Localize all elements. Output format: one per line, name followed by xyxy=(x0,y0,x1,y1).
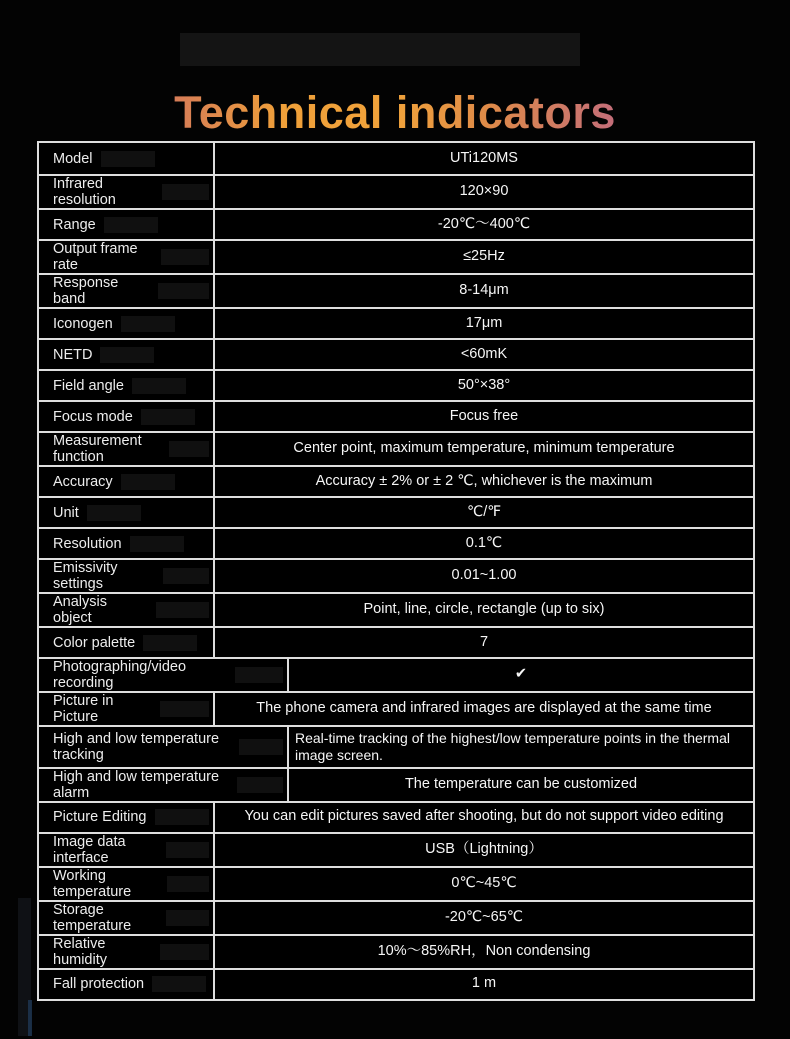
table-row xyxy=(39,801,753,832)
spec-label xyxy=(39,309,215,338)
spec-value: Point, line, circle, rectangle (up to six) xyxy=(363,601,605,618)
spec-value: Real-time tracking of the highest/low temperature points in the thermal image screen. xyxy=(295,730,730,763)
spec-value: 1 m xyxy=(471,975,497,992)
spec-label-text: Accuracy xyxy=(53,473,113,490)
spec-label-text: Color palette xyxy=(53,634,136,651)
table-row xyxy=(39,691,753,725)
table-row xyxy=(39,431,753,465)
spec-value: USB（Lightning） xyxy=(425,840,543,857)
spec-label-text: Measurement function xyxy=(53,433,142,465)
table-row xyxy=(39,657,753,691)
spec-label xyxy=(39,529,215,558)
spec-value: -20℃～400℃ xyxy=(437,215,531,232)
table-row xyxy=(39,338,753,369)
spec-label xyxy=(39,727,289,767)
spec-label-text: Infrared resolution xyxy=(53,176,116,208)
table-row xyxy=(39,592,753,626)
table-row xyxy=(39,307,753,338)
spec-value: Accuracy ± 2% or ± 2 ℃, whichever is the maximum xyxy=(315,472,653,489)
table-row xyxy=(39,832,753,866)
spec-label xyxy=(39,371,215,400)
spec-label xyxy=(39,868,215,900)
spec-label xyxy=(39,340,215,369)
spec-label-text: High and low temperature alarm xyxy=(53,768,220,801)
spec-value: ✔ xyxy=(514,666,528,683)
spec-label-text: NETD xyxy=(53,346,93,363)
spec-label-text: Range xyxy=(53,216,96,233)
spec-label xyxy=(39,834,215,866)
spec-label-text: Fall protection xyxy=(53,976,145,993)
spec-value: <60mK xyxy=(460,345,508,362)
spec-label xyxy=(39,970,215,999)
table-row xyxy=(39,208,753,239)
spec-label-text: Model xyxy=(53,150,93,167)
spec-value: UTi120MS xyxy=(450,149,518,166)
spec-label xyxy=(39,467,215,496)
spec-value: 120×90 xyxy=(459,183,509,200)
spec-label-text: Picture Editing xyxy=(53,809,147,826)
spec-value: The temperature can be customized xyxy=(404,775,638,792)
spec-label-text: Focus mode xyxy=(53,408,133,425)
spec-label xyxy=(39,803,215,832)
table-row xyxy=(39,239,753,273)
spec-label xyxy=(39,936,215,968)
spec-label xyxy=(39,659,289,691)
spec-value: 17μm xyxy=(465,314,503,331)
spec-label xyxy=(39,210,215,239)
spec-value: 50°×38° xyxy=(457,376,511,393)
spec-label-text: Unit xyxy=(53,504,79,521)
spec-value: You can edit pictures saved after shooting, but do not support video editing xyxy=(244,808,724,825)
spec-value: ℃/℉ xyxy=(466,503,502,520)
spec-label xyxy=(39,143,215,174)
table-row xyxy=(39,626,753,657)
spec-label-text: Storage temperature xyxy=(53,901,132,934)
spec-label xyxy=(39,560,215,592)
spec-label xyxy=(39,402,215,431)
spec-value: 0.1℃ xyxy=(465,534,503,551)
page-title: Technical indicators xyxy=(0,87,790,139)
table-row xyxy=(39,496,753,527)
spec-label-text: Resolution xyxy=(53,535,122,552)
spec-value: 0℃~45℃ xyxy=(451,874,517,891)
spec-value: Focus free xyxy=(449,407,519,424)
table-row xyxy=(39,465,753,496)
spec-label xyxy=(39,769,289,801)
spec-label xyxy=(39,433,215,465)
spec-label xyxy=(39,498,215,527)
table-row xyxy=(39,968,753,999)
spec-label xyxy=(39,275,215,307)
table-row xyxy=(39,400,753,431)
spec-label-text: Iconogen xyxy=(53,315,113,332)
table-row xyxy=(39,174,753,208)
spec-label-text: Working temperature xyxy=(53,867,132,900)
spec-value: 0.01~1.00 xyxy=(451,567,517,584)
spec-label xyxy=(39,693,215,725)
spec-label-text: Response band xyxy=(53,275,119,307)
spec-value: -20℃~65℃ xyxy=(444,908,524,925)
spec-label-text: Emissivity settings xyxy=(53,560,118,592)
spec-value: Center point, maximum temperature, minimum temperature xyxy=(293,440,675,457)
spec-label-text: Image data interface xyxy=(53,833,126,866)
spec-table xyxy=(37,141,755,1001)
table-row xyxy=(39,866,753,900)
spec-label-text: High and low temperature tracking xyxy=(53,730,220,763)
spec-label-text: Photographing/video recording xyxy=(53,659,187,691)
spec-value: ≤25Hz xyxy=(463,248,505,265)
spec-label xyxy=(39,628,215,657)
spec-value: 8-14μm xyxy=(459,282,509,299)
table-row xyxy=(39,558,753,592)
spec-label-text: Analysis object xyxy=(53,594,107,626)
table-row xyxy=(39,934,753,968)
spec-label xyxy=(39,902,215,934)
spec-label-text: Relative humidity xyxy=(53,935,107,968)
spec-label xyxy=(39,241,215,273)
spec-label-text: Output frame rate xyxy=(53,241,138,273)
table-row xyxy=(39,527,753,558)
spec-label-text: Picture in Picture xyxy=(53,693,114,725)
table-row xyxy=(39,767,753,801)
spec-value: The phone camera and infrared images are displayed at the same time xyxy=(256,700,712,717)
table-row xyxy=(39,900,753,934)
spec-label xyxy=(39,176,215,208)
table-row xyxy=(39,369,753,400)
spec-value: 7 xyxy=(479,633,489,650)
table-row xyxy=(39,725,753,767)
bottom-blue-mark xyxy=(28,1000,32,1036)
title-backdrop xyxy=(180,33,580,66)
table-row xyxy=(39,273,753,307)
spec-label xyxy=(39,594,215,626)
spec-value: 10%～85%RH，Non condensing xyxy=(377,942,591,959)
table-row xyxy=(39,143,753,174)
spec-label-text: Field angle xyxy=(53,377,124,394)
